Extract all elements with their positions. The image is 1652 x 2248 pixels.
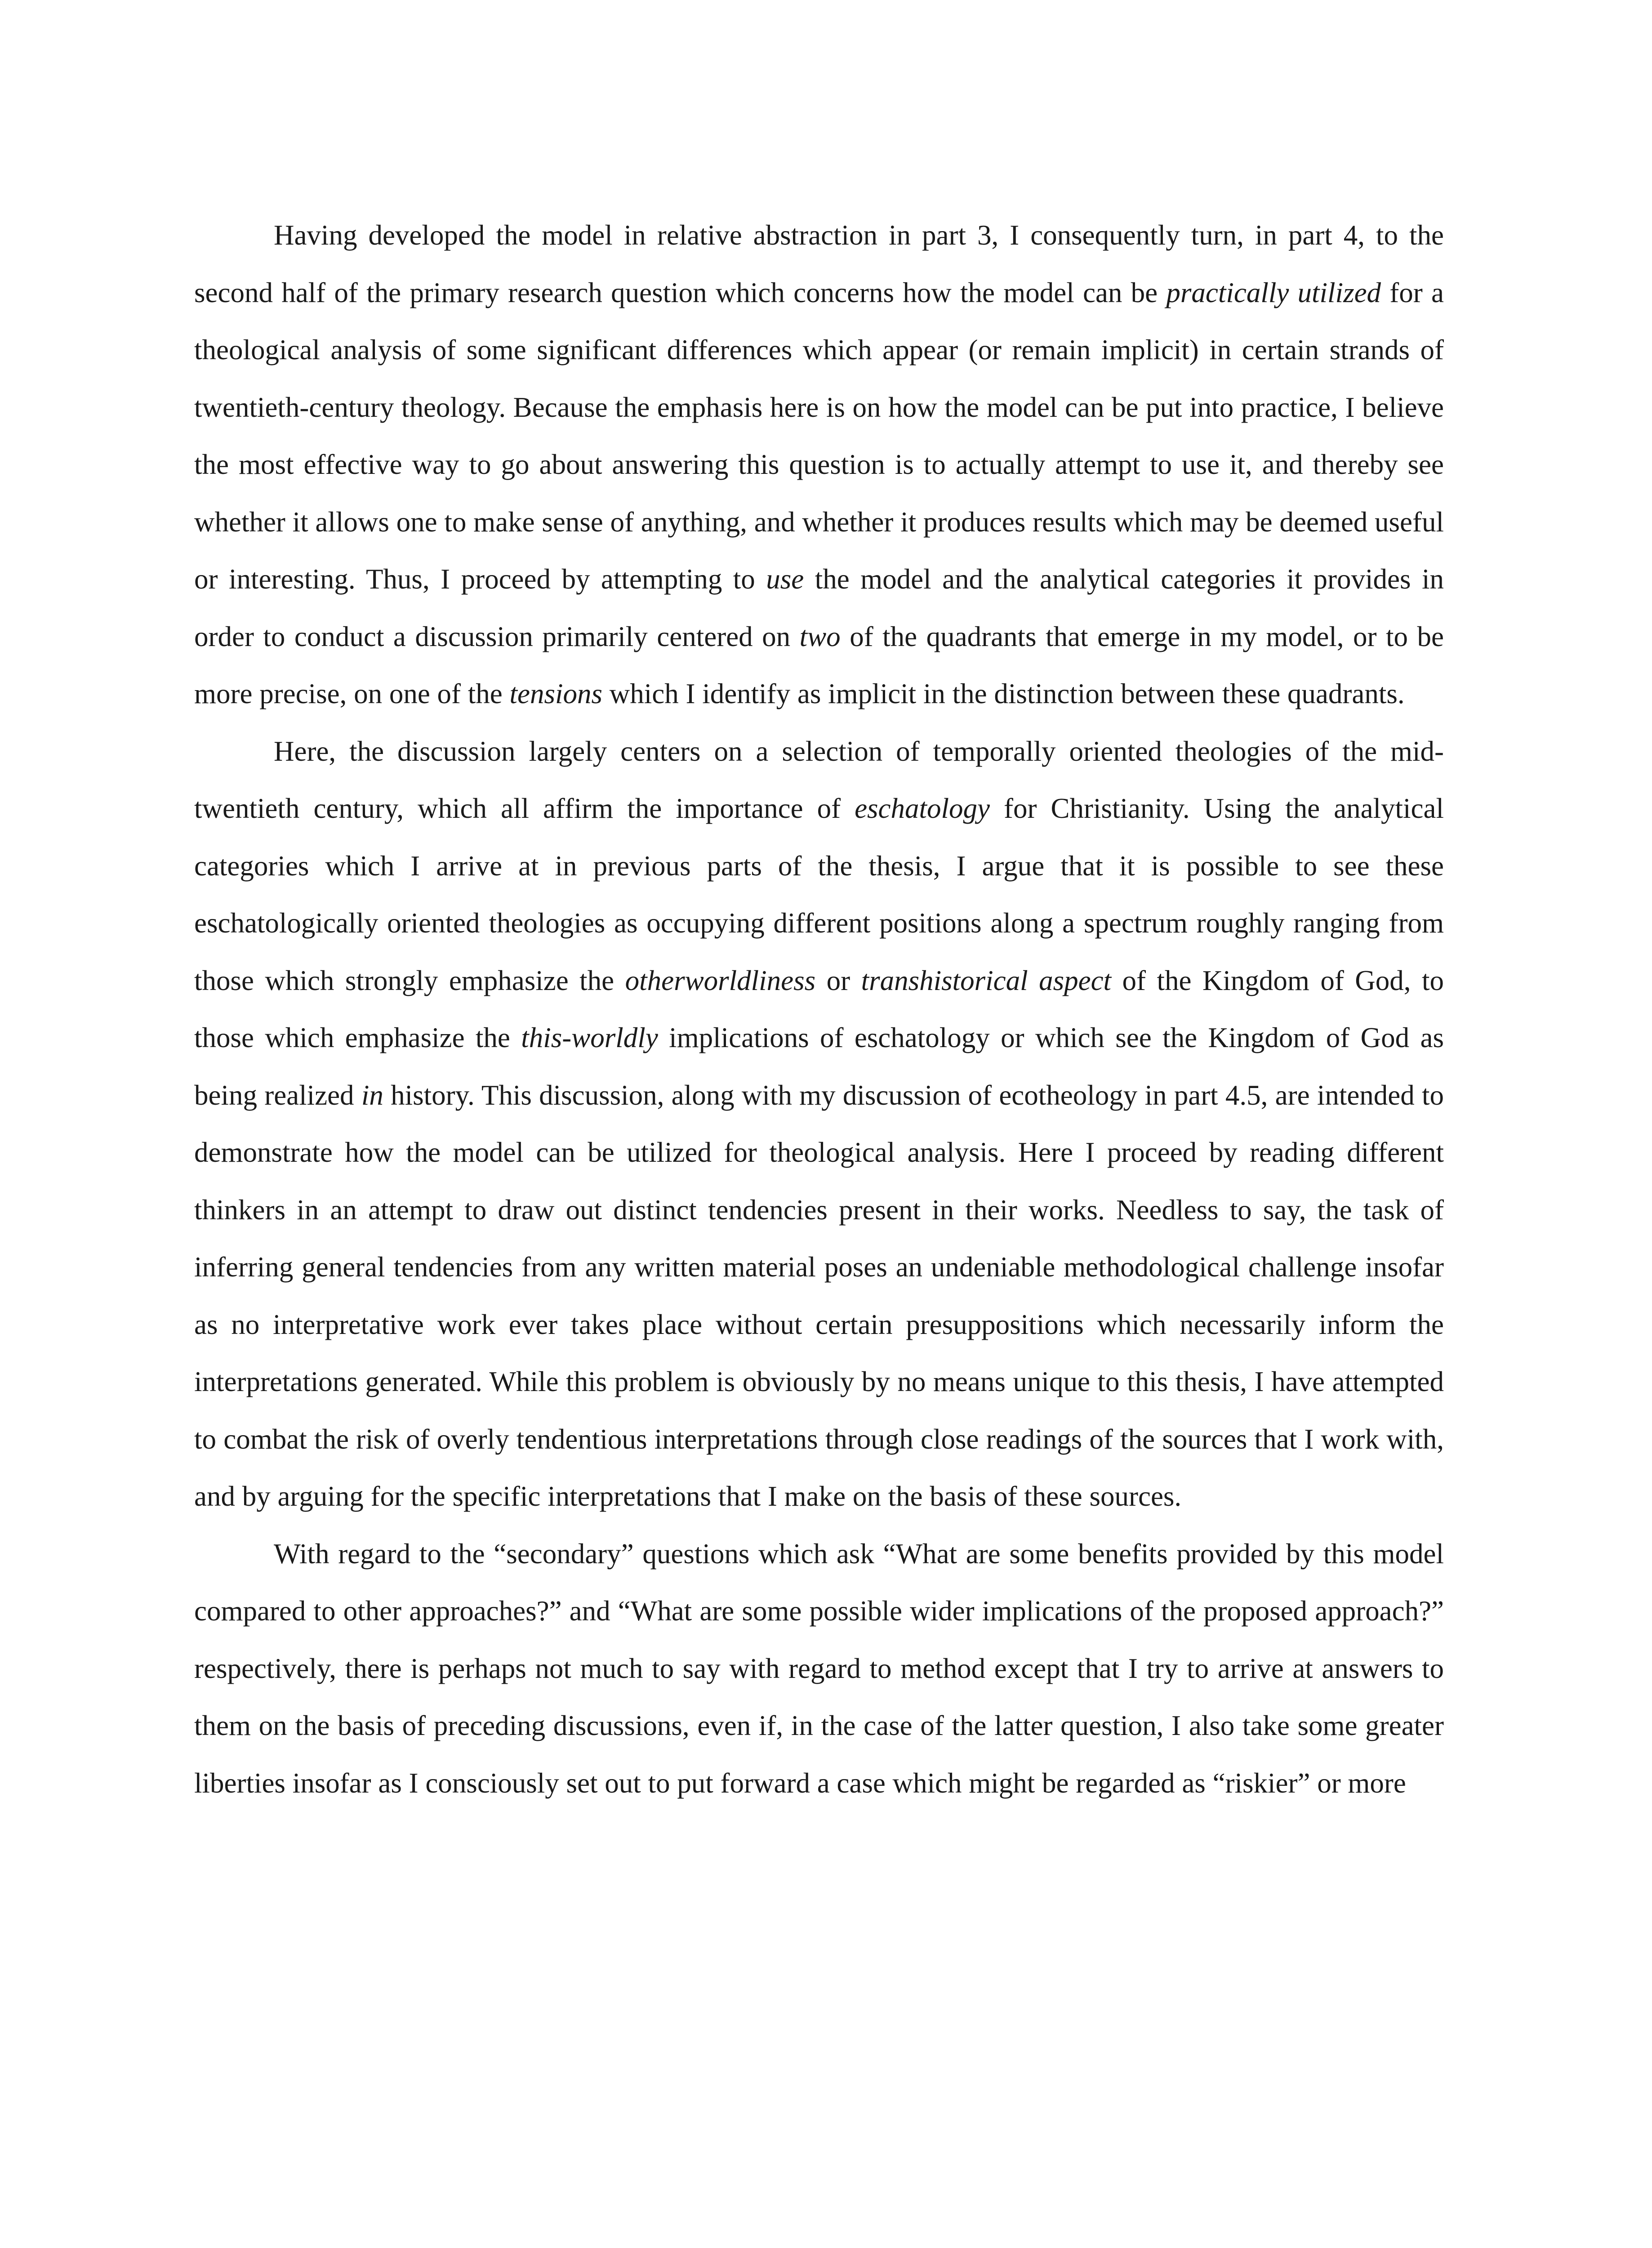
emphasis-text: this-worldly (521, 1022, 658, 1053)
text-run: history. This discussion, along with my discussion of ecotheology in part 4.5, are intended to demonstrate how the model can be utilized for theological analysis. Here I proceed by reading different thinkers in an attempt to draw out distinct tendencies present in their works. Needless to say, the task of inferring general tendencies from any written material poses an undeniable methodological challenge insofar as no interpretative work ever takes place without certain presuppositions which necessarily inform the interpretations generated. While this problem is obviously by no means unique to this thesis, I have attempted to combat the risk of overly tendentious interpretations through close readings of the sources that I work with, and by arguing for the specific interpretations that I make on the basis of these sources. (194, 1079, 1444, 1512)
emphasis-text: two (799, 620, 841, 652)
emphasis-text: otherworldliness (625, 964, 816, 996)
body-text (194, 207, 1444, 1812)
emphasis-text: eschatology (855, 793, 990, 824)
text-run: which I identify as implicit in the distinction between these quadrants. (602, 678, 1405, 709)
paragraph-2 (194, 723, 1444, 1525)
emphasis-text: tensions (509, 678, 603, 709)
emphasis-text: use (766, 563, 804, 595)
text-run: for Christianity. Using the analytical categories which I arrive at in previous parts of the thesis, I argue that it is possible to see these eschatologically oriented theologies as occupying different positions along a spectrum roughly ranging from those which strongly emphasize the (194, 793, 1444, 996)
emphasis-text: in (361, 1079, 383, 1111)
text-run: With regard to the “secondary” questions which ask “What are some benefits provided by this model compared to other approaches?” and “What are some possible wider implications of the proposed approach?” respectively, there is perhaps not much to say with regard to method except that I try to arrive at answers to them on the basis of preceding discussions, even if, in the case of the latter question, I also take some greater liberties insofar as I consciously set out to put forward a case which might be regarded as “riskier” or more (194, 1538, 1444, 1799)
text-run: implications of eschatology or which see the Kingdom of God as being realized (194, 1022, 1444, 1111)
paragraph-3 (194, 1525, 1444, 1812)
paragraph-1 (194, 207, 1444, 723)
emphasis-text: practically utilized (1166, 277, 1381, 308)
emphasis-text: transhistorical aspect (861, 964, 1112, 996)
text-run: of the Kingdom of God, to those which emphasize the (194, 964, 1444, 1053)
text-run: Having developed the model in relative abstraction in part 3, I consequently turn, in part 4, to the second half of the primary research question which concerns how the model can be (194, 219, 1444, 308)
text-run: the model and the analytical categories it provides in order to conduct a discussion primarily centered on (194, 563, 1444, 652)
text-run: Here, the discussion largely centers on a selection of temporally oriented theologies of the mid-twentieth century, which all affirm the importance of (194, 735, 1444, 824)
text-run: or (815, 964, 861, 996)
text-run: for a theological analysis of some significant differences which appear (or remain implicit) in certain strands of twentieth-century theology. Because the emphasis here is on how the model can be put into practice, I believe the most effective way to go about answering this question is to actually attempt to use it, and thereby see whether it allows one to make sense of anything, and whether it produces results which may be deemed useful or interesting. Thus, I proceed by attempting to (194, 277, 1444, 595)
text-run: of the quadrants that emerge in my model, or to be more precise, on one of the (194, 620, 1444, 709)
